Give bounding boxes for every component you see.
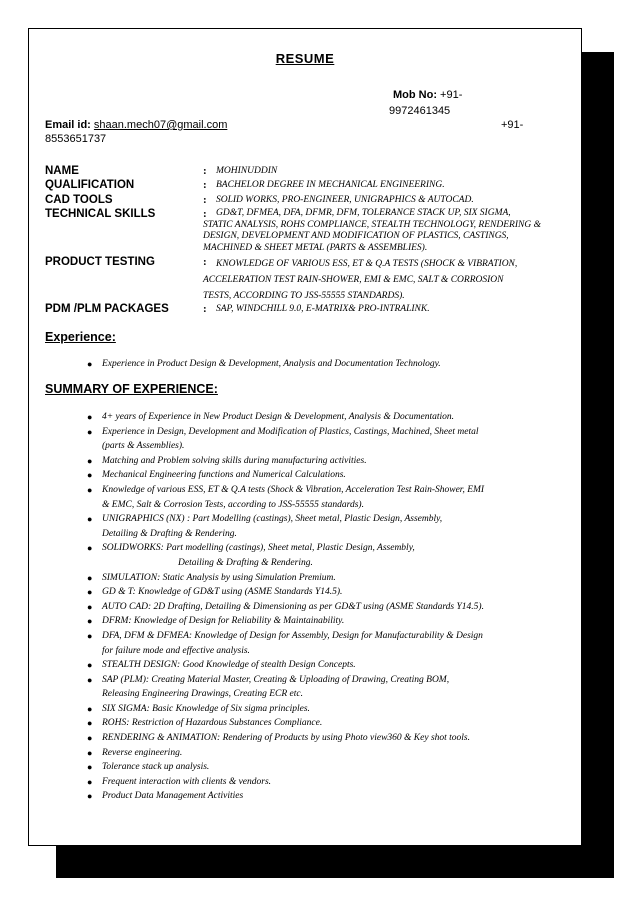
list-item-line: SAP (PLM): Creating Material Master, Creating & Uploading of Drawing, Creating BOM, [102, 674, 450, 685]
list-item-line: AUTO CAD: 2D Drafting, Detailing & Dimensioning as per GD&T using (ASME Standards Y14.5). [102, 601, 484, 612]
detail-value-line: BACHELOR DEGREE IN MECHANICAL ENGINEERING. [216, 180, 445, 190]
detail-value-line: MACHINED & SHEET METAL (PARTS & ASSEMBLIES). [203, 242, 428, 253]
list-item [87, 468, 567, 483]
bullet-icon: ● [87, 455, 93, 466]
phone2-part2: 8553651737 [45, 133, 107, 145]
email-address[interactable]: shaan.mech07@gmail.com [93, 119, 228, 131]
list-item [87, 585, 567, 600]
mobile-part2: 9972461345 [389, 105, 451, 117]
resume-page [28, 28, 582, 846]
list-item-line: DFA, DFM & DFMEA: Knowledge of Design for Assembly, Design for Manufacturability & Design [102, 630, 483, 641]
list-item [87, 658, 567, 673]
bullet-icon: ● [87, 762, 93, 773]
bullet-icon: ● [87, 572, 93, 583]
detail-colon: : [203, 165, 207, 177]
list-item-line: DFRM: Knowledge of Design for Reliability & Maintainability. [102, 616, 345, 627]
list-item-line: Knowledge of various ESS, ET & Q.A tests (Shock & Vibration, Acceleration Test Rain-Shower, EMI [102, 484, 485, 495]
phone2-part1: +91- [501, 119, 524, 131]
list-item [87, 483, 567, 512]
bullet-icon: ● [87, 543, 93, 554]
detail-value-line: TESTS, ACCORDING TO JSS-55555 STANDARDS). [203, 291, 405, 301]
detail-colon: : [203, 208, 207, 220]
bullet-icon: ● [87, 733, 93, 744]
detail-value-line: STATIC ANALYSIS, ROHS COMPLIANCE, STEALTH TECHNOLOGY, RENDERING & [203, 219, 541, 230]
bullet-icon: ● [87, 776, 93, 787]
list-item [87, 410, 567, 425]
list-item [87, 629, 567, 658]
detail-value [216, 165, 277, 178]
list-item-line: Tolerance stack up analysis. [102, 762, 210, 773]
list-item [87, 357, 567, 372]
list-item-line: Frequent interaction with clients & vendors. [102, 776, 272, 787]
list-item-line: Reverse engineering. [102, 747, 183, 758]
detail-value [216, 194, 474, 207]
mobile-number [389, 87, 533, 119]
detail-value [203, 208, 541, 254]
detail-value-line: ACCELERATION TEST RAIN-SHOWER, EMI & EMC, SALT & CORROSION [203, 275, 504, 285]
detail-key: QUALIFICATION [45, 179, 135, 191]
list-item [87, 454, 567, 469]
bullet-icon: ● [87, 359, 93, 369]
detail-value [216, 179, 445, 192]
detail-value-line: SAP, WINDCHILL 9.0, E-MATRIX& PRO-INTRALINK. [216, 304, 430, 314]
list-item-line: for failure mode and effective analysis. [102, 645, 250, 656]
list-item-line: SIMULATION: Static Analysis by using Simulation Premium. [102, 572, 336, 583]
detail-value [216, 303, 430, 316]
detail-colon: : [203, 303, 207, 315]
list-item [87, 673, 567, 702]
bullet-icon: ● [87, 426, 93, 437]
list-item-line: Product Data Management Activities [102, 791, 244, 802]
list-item-line: ROHS: Restriction of Hazardous Substances Compliance. [102, 718, 323, 729]
list-item-line: Experience in Design, Development and Modification of Plastics, Castings, Machined, Sheet metal [102, 426, 479, 437]
list-item [87, 731, 567, 746]
summary-list [87, 410, 567, 804]
detail-value-line: MOHINUDDIN [216, 166, 278, 176]
list-item [87, 760, 567, 775]
list-item [87, 541, 567, 570]
bullet-icon: ● [87, 660, 93, 671]
list-item-line: Matching and Problem solving skills during manufacturing activities. [102, 455, 367, 466]
list-item-line: GD & T: Knowledge of GD&T using (ASME Standards Y14.5). [102, 587, 343, 598]
bullet-icon: ● [87, 484, 93, 495]
list-item [87, 512, 567, 541]
list-item-line: Mechanical Engineering functions and Numerical Calculations. [102, 470, 346, 481]
bullet-icon: ● [87, 601, 93, 612]
detail-key: CAD TOOLS [45, 194, 113, 206]
experience-heading: Experience: [45, 330, 116, 344]
list-item [87, 600, 567, 615]
detail-value [203, 256, 518, 304]
detail-colon: : [203, 194, 207, 206]
resume-title: RESUME [275, 51, 335, 66]
list-item-line: RENDERING & ANIMATION: Rendering of Products by using Photo view360 & Key shot tools. [102, 733, 470, 744]
list-item-line: SIX SIGMA: Basic Knowledge of Six sigma principles. [102, 703, 310, 714]
bullet-icon: ● [87, 514, 93, 525]
summary-heading: SUMMARY OF EXPERIENCE: [45, 382, 218, 396]
detail-value-line: SOLID WORKS, PRO-ENGINEER, UNIGRAPHICS & AUTOCAD. [216, 195, 474, 205]
list-item [87, 614, 567, 629]
email-line [45, 117, 525, 133]
bullet-icon: ● [87, 616, 93, 627]
detail-value-line: GD&T, DFMEA, DFA, DFMR, DFM, TOLERANCE STACK UP, SIX SIGMA, [216, 208, 511, 218]
detail-value-line: DESIGN, DEVELOPMENT AND MODIFICATION OF PLASTICS, CASTINGS, [203, 231, 509, 241]
bullet-icon: ● [87, 674, 93, 685]
list-item [87, 746, 567, 761]
bullet-icon: ● [87, 412, 93, 422]
mobile-label: Mob No: [393, 89, 437, 101]
list-item-line: STEALTH DESIGN: Good Knowledge of stealth Design Concepts. [102, 660, 356, 671]
bullet-icon: ● [87, 630, 93, 641]
list-item-line: SOLIDWORKS: Part modelling (castings), Sheet metal, Plastic Design, Assembly, [102, 543, 415, 554]
list-item-line: UNIGRAPHICS (NX) : Part Modelling (castings), Sheet metal, Plastic Design, Assembly, [102, 514, 443, 525]
list-item-line: Releasing Engineering Drawings, Creating ECR etc. [102, 689, 303, 700]
list-item-line: Experience in Product Design & Development, Analysis and Documentation Technology. [102, 359, 441, 369]
detail-key: PDM /PLM PACKAGES [45, 303, 169, 315]
list-item [87, 425, 567, 454]
list-item [87, 789, 567, 804]
list-item-line: Detailing & Drafting & Rendering. [178, 557, 313, 568]
list-item-line: (parts & Assemblies). [102, 441, 185, 452]
detail-key: PRODUCT TESTING [45, 256, 155, 268]
list-item [87, 702, 567, 717]
detail-key: TECHNICAL SKILLS [45, 208, 156, 220]
detail-key: NAME [45, 165, 79, 177]
bullet-icon: ● [87, 587, 93, 598]
email-label: Email id: [45, 119, 91, 131]
list-item [87, 775, 567, 790]
experience-list [87, 357, 567, 372]
bullet-icon: ● [87, 747, 93, 758]
bullet-icon: ● [87, 470, 93, 481]
mobile-part1: +91- [440, 89, 463, 101]
detail-value-line: KNOWLEDGE OF VARIOUS ESS, ET & Q.A TESTS (SHOCK & VIBRATION, [216, 259, 518, 269]
bullet-icon: ● [87, 791, 93, 802]
bullet-icon: ● [87, 703, 93, 714]
list-item-line: Detailing & Drafting & Rendering. [102, 528, 237, 539]
list-item [87, 716, 567, 731]
list-item-line: & EMC, Salt & Corrosion Tests, according to JSS-55555 standards). [102, 499, 364, 510]
detail-colon: : [203, 179, 207, 191]
detail-colon: : [203, 256, 207, 268]
list-item-line: 4+ years of Experience in New Product Design & Development, Analysis & Documentation. [102, 412, 455, 422]
list-item [87, 571, 567, 586]
bullet-icon: ● [87, 718, 93, 729]
